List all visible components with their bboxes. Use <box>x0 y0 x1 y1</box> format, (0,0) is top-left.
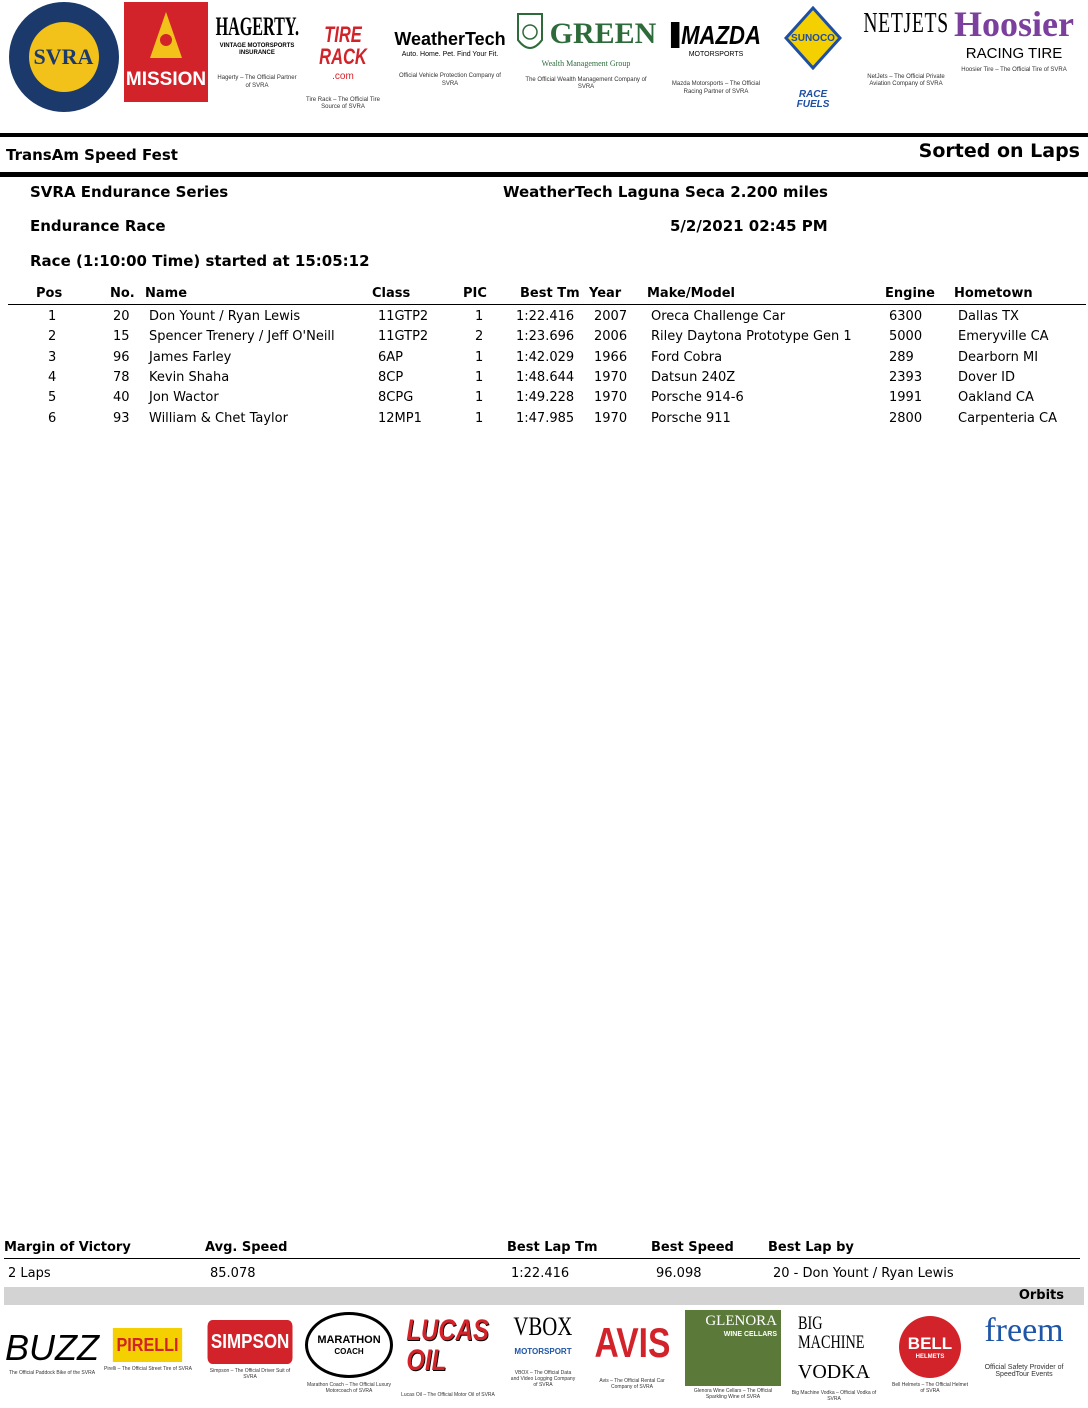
cell-hometown: Dover ID <box>958 370 1015 385</box>
cell-pos: 1 <box>48 309 57 324</box>
green-wealth-logo: GREEN Wealth Management Group The Official Wealth Management Company of SVRA <box>516 0 656 120</box>
cell-class: 8CP <box>378 370 404 385</box>
svra-seal-icon: SVRA <box>9 2 119 112</box>
cell-no: 20 <box>113 309 130 324</box>
sponsor-logo-row <box>0 0 1088 125</box>
cell-make: Porsche 914-6 <box>651 390 744 405</box>
cell-hometown: Oakland CA <box>958 390 1034 405</box>
hagerty-logo: HAGERTY. VINTAGE MOTORSPORTS INSURANCE Hagerty – The Official Partner of SVRA <box>215 12 299 89</box>
buzz-logo: BUZZ The Official Paddock Bike of the SVRA <box>5 1327 99 1376</box>
cell-name: Don Yount / Ryan Lewis <box>149 309 301 324</box>
glenora-logo: GLENORA WINE CELLARS Glenora Wine Cellars – The Official Sparkling Wine of SVRA <box>684 1310 782 1405</box>
event-title: TransAm Speed Fest <box>6 146 178 164</box>
cell-name: Jon Wactor <box>149 390 219 405</box>
cell-name: James Farley <box>149 350 232 365</box>
pirelli-logo: PIRELLI Pirelli – The Official Street Tire of SVRA <box>104 1310 192 1405</box>
col-make: Make/Model <box>647 286 736 301</box>
col-engine: Engine <box>885 286 935 301</box>
cell-hometown: Emeryville CA <box>958 329 1049 344</box>
cell-pos: 3 <box>48 350 57 365</box>
cell-make: Ford Cobra <box>651 350 723 365</box>
cell-hometown: Carpenteria CA <box>958 411 1057 426</box>
cell-year: 1970 <box>594 390 628 405</box>
cell-year: 2006 <box>594 329 628 344</box>
cell-class: 8CPG <box>378 390 414 405</box>
cell-pos: 5 <box>48 390 57 405</box>
cell-make: Riley Daytona Prototype Gen 1 <box>651 329 852 344</box>
cell-engine: 2393 <box>889 370 923 385</box>
big-machine-logo: BIG MACHINE VODKA Big Machine Vodka – Official Vodka of SVRA <box>791 1313 877 1402</box>
cell-pic: 1 <box>475 411 484 426</box>
cell-name: Spencer Trenery / Jeff O'Neill <box>149 329 335 344</box>
sort-label: Sorted on Laps <box>918 140 1080 162</box>
cell-best: 1:42.029 <box>516 350 575 365</box>
cell-class: 12MP1 <box>378 411 422 426</box>
col-no: No. <box>110 286 135 301</box>
cell-year: 1970 <box>594 411 628 426</box>
cell-hometown: Dearborn MI <box>958 350 1039 365</box>
best-speed-label: Best Speed <box>651 1240 734 1255</box>
cell-class: 11GTP2 <box>378 309 429 324</box>
title-rule <box>0 172 1088 177</box>
col-year: Year <box>589 286 622 301</box>
lucas-oil-logo: LUCAS OIL Lucas Oil – The Official Motor Oil of SVRA <box>401 1314 495 1398</box>
cell-pic: 1 <box>475 309 484 324</box>
hoosier-logo: Hoosier RACING TIRE Hoosier Tire – The Official Tire of SVRA <box>954 4 1074 73</box>
footer-band <box>4 1287 1084 1305</box>
session-name: Endurance Race <box>30 217 166 235</box>
top-rule <box>0 133 1088 137</box>
cell-best: 1:49.228 <box>516 390 575 405</box>
cell-engine: 289 <box>889 350 914 365</box>
avg-speed-label: Avg. Speed <box>205 1240 288 1255</box>
cell-no: 15 <box>113 329 130 344</box>
cell-pic: 1 <box>475 350 484 365</box>
col-hometown: Hometown <box>954 286 1033 301</box>
cell-engine: 5000 <box>889 329 923 344</box>
vbox-logo: VBOX MOTORSPORT VBOX – The Official Data and Video Logging Company of SVRA <box>510 1312 576 1388</box>
best-lap-by-label: Best Lap by <box>768 1240 854 1255</box>
cell-class: 6AP <box>378 350 404 365</box>
cell-pic: 1 <box>475 390 484 405</box>
freem-logo: freem Official Safety Provider of SpeedTour Events <box>984 1312 1064 1378</box>
cell-make: Oreca Challenge Car <box>651 309 786 324</box>
track-name: WeatherTech Laguna Seca 2.200 miles <box>503 183 828 201</box>
cell-no: 40 <box>113 390 130 405</box>
header-rule <box>8 304 1086 305</box>
cell-pic: 1 <box>475 370 484 385</box>
simpson-logo: SIMPSON Simpson – The Official Driver Suit of SVRA <box>204 1310 296 1405</box>
session-datetime: 5/2/2021 02:45 PM <box>670 217 828 235</box>
netjets-logo: NETJETS NetJets – The Official Private Aviation Company of SVRA <box>863 8 949 88</box>
mission-logo: MISSION <box>124 0 208 120</box>
cell-name: William & Chet Taylor <box>149 411 288 426</box>
avis-logo: AVIS Avis – The Official Rental Car Company of SVRA <box>594 1319 670 1390</box>
marathon-logo: MARATHON COACH Marathon Coach – The Official Luxury Motorcoach of SVRA <box>304 1310 394 1405</box>
cell-best: 1:22.416 <box>516 309 575 324</box>
cell-no: 96 <box>113 350 130 365</box>
cell-name: Kevin Shaha <box>149 370 230 385</box>
cell-hometown: Dallas TX <box>958 309 1019 324</box>
cell-best: 1:47.985 <box>516 411 575 426</box>
best-lap-label: Best Lap Tm <box>507 1240 598 1255</box>
cell-pic: 2 <box>475 329 484 344</box>
cell-best: 1:23.696 <box>516 329 575 344</box>
cell-engine: 1991 <box>889 390 923 405</box>
cell-no: 93 <box>113 411 130 426</box>
race-info: Race (1:10:00 Time) started at 15:05:12 <box>30 252 370 270</box>
cell-pos: 2 <box>48 329 57 344</box>
orbits-label: Orbits <box>1018 1288 1064 1303</box>
margin-label: Margin of Victory <box>4 1240 131 1255</box>
cell-no: 78 <box>113 370 130 385</box>
tirerack-logo: TIRE RACK .com Tire Rack – The Official Tire Source of SVRA <box>306 22 380 111</box>
mazda-logo: MAZDA MOTORSPORTS Mazda Motorsports – The Official Racing Partner of SVRA <box>671 20 761 95</box>
weathertech-logo: WeatherTech Auto. Home. Pet. Find Your Fit. Official Vehicle Protection Company of SVRA <box>394 29 506 87</box>
cell-pos: 4 <box>48 370 57 385</box>
cell-engine: 6300 <box>889 309 923 324</box>
bell-logo: BELL HELMETS Bell Helmets – The Official Helmet of SVRA <box>892 1310 968 1405</box>
margin-value: 2 Laps <box>8 1266 51 1281</box>
col-pic: PIC <box>463 286 487 301</box>
cell-make: Porsche 911 <box>651 411 731 426</box>
best-lap-by-value: 20 - Don Yount / Ryan Lewis <box>773 1266 954 1281</box>
svra-logo <box>6 0 121 120</box>
green-shield-icon <box>516 12 544 56</box>
col-pos: Pos <box>36 286 63 301</box>
footer-rule <box>4 1258 1080 1259</box>
cell-pos: 6 <box>48 411 57 426</box>
avg-speed-value: 85.078 <box>210 1266 256 1281</box>
cell-make: Datsun 240Z <box>651 370 736 385</box>
series-name: SVRA Endurance Series <box>30 183 229 201</box>
best-lap-value: 1:22.416 <box>511 1266 570 1281</box>
col-class: Class <box>372 286 411 301</box>
cell-best: 1:48.644 <box>516 370 575 385</box>
cell-engine: 2800 <box>889 411 923 426</box>
sunoco-logo: SUNOCO RACE FUELS <box>784 0 842 120</box>
cell-year: 1970 <box>594 370 628 385</box>
col-best: Best Tm <box>520 286 580 301</box>
cell-year: 2007 <box>594 309 628 324</box>
col-name: Name <box>145 286 188 301</box>
cell-year: 1966 <box>594 350 628 365</box>
best-speed-value: 96.098 <box>656 1266 702 1281</box>
cell-class: 11GTP2 <box>378 329 429 344</box>
